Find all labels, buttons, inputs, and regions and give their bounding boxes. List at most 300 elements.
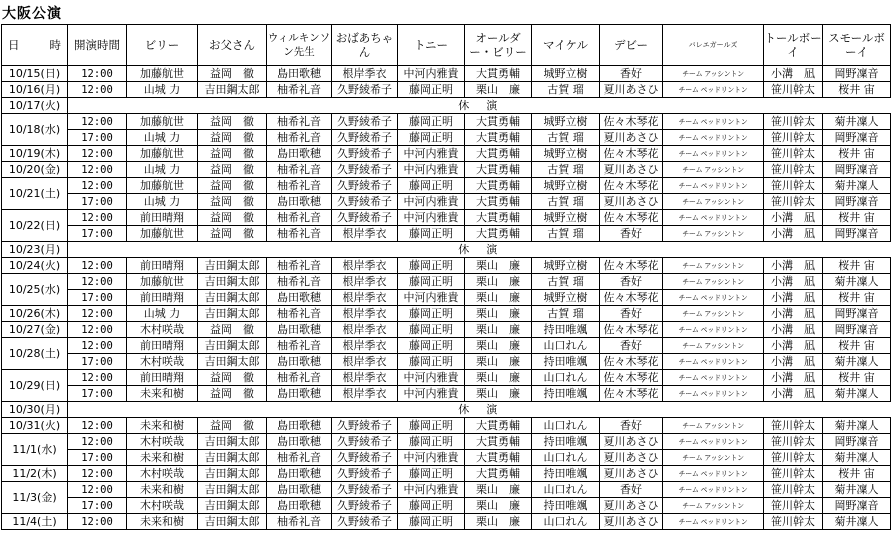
cast-cell: 笹川幹太	[764, 114, 823, 130]
cast-cell: 佐々木琴花	[600, 386, 663, 402]
cast-cell: 笹川幹太	[764, 194, 823, 210]
cast-cell: 根岸季衣	[332, 258, 398, 274]
cast-cell: 栗山 廉	[465, 370, 532, 386]
header-date	[2, 25, 68, 66]
cast-cell: 久野綾希子	[332, 178, 398, 194]
cast-cell: 加藤航世	[127, 178, 198, 194]
cast-cell: 益岡 徹	[198, 66, 267, 82]
cast-cell: 益岡 徹	[198, 322, 267, 338]
cast-cell: 栗山 廉	[465, 82, 532, 98]
cast-cell: 古賀 瑠	[532, 162, 600, 178]
curtain-time-cell: 12:00	[68, 178, 127, 194]
cast-cell: チーム ペッドリントン	[663, 210, 764, 226]
cast-cell: チーム ペッドリントン	[663, 514, 764, 530]
cast-cell: 岡野凜音	[823, 66, 891, 82]
cast-cell: 城野立樹	[532, 178, 600, 194]
page-title: 大阪公演	[2, 6, 62, 22]
cast-cell: 根岸季衣	[332, 370, 398, 386]
cast-cell: 笹川幹太	[764, 146, 823, 162]
header-row	[2, 25, 891, 66]
cast-cell: 木村咲哉	[127, 498, 198, 514]
cast-cell: 菊井凜人	[823, 114, 891, 130]
performance-row	[2, 194, 891, 210]
cast-cell: 山口れん	[532, 370, 600, 386]
cast-cell: 小溝 凪	[764, 306, 823, 322]
curtain-time-cell: 12:00	[68, 370, 127, 386]
cast-cell: 小溝 凪	[764, 226, 823, 242]
cast-cell: 大貫勇輔	[465, 210, 532, 226]
cast-cell: 小溝 凪	[764, 338, 823, 354]
cast-cell: 岡野凜音	[823, 194, 891, 210]
cast-cell: チーム ペッドリントン	[663, 178, 764, 194]
cast-cell: 未来和樹	[127, 386, 198, 402]
cast-cell: 菊井凜人	[823, 482, 891, 498]
cast-cell: 久野綾希子	[332, 130, 398, 146]
cast-cell: 吉田鋼太郎	[198, 306, 267, 322]
cast-cell: 大貫勇輔	[465, 130, 532, 146]
date-cell: 11/4(土)	[2, 514, 68, 530]
header-role: トールボーイ	[764, 25, 823, 66]
cast-cell: 益岡 徹	[198, 114, 267, 130]
header-role: お父さん	[198, 25, 267, 66]
cast-cell: チーム アッシントン	[663, 450, 764, 466]
cast-cell: 山口れん	[532, 418, 600, 434]
cast-cell: 古賀 瑠	[532, 226, 600, 242]
cast-cell: 藤岡正明	[398, 130, 465, 146]
cast-cell: 中河内雅貴	[398, 146, 465, 162]
curtain-time-cell: 12:00	[68, 274, 127, 290]
cast-cell: 桜井 宙	[823, 290, 891, 306]
cast-cell: チーム ペッドリントン	[663, 146, 764, 162]
cast-cell: 岡野凜音	[823, 162, 891, 178]
cast-cell: 中河内雅貴	[398, 210, 465, 226]
cast-cell: 加藤航世	[127, 114, 198, 130]
cast-cell: 未来和樹	[127, 418, 198, 434]
cast-cell: 中河内雅貴	[398, 370, 465, 386]
cast-cell: 吉田鋼太郎	[198, 498, 267, 514]
cast-cell: 香好	[600, 482, 663, 498]
curtain-time-cell: 17:00	[68, 226, 127, 242]
cast-cell: 久野綾希子	[332, 434, 398, 450]
cast-cell: 柚希礼音	[267, 258, 332, 274]
cast-cell: 夏川あさひ	[600, 450, 663, 466]
cast-cell: 中河内雅貴	[398, 450, 465, 466]
cast-cell: 加藤航世	[127, 226, 198, 242]
date-cell: 10/24(火)	[2, 258, 68, 274]
cast-cell: 前田晴翔	[127, 258, 198, 274]
header-role: スモールボーイ	[823, 25, 891, 66]
header-role: トニー	[398, 25, 465, 66]
cast-cell: 香好	[600, 338, 663, 354]
cast-cell: 柚希礼音	[267, 274, 332, 290]
cast-cell: 佐々木琴花	[600, 178, 663, 194]
cast-cell: 前田晴翔	[127, 290, 198, 306]
cast-cell: 吉田鋼太郎	[198, 434, 267, 450]
cast-cell: 久野綾希子	[332, 498, 398, 514]
cast-cell: チーム ペッドリントン	[663, 386, 764, 402]
cast-cell: 古賀 瑠	[532, 130, 600, 146]
curtain-time-cell: 12:00	[68, 210, 127, 226]
cast-cell: 島田歌穂	[267, 386, 332, 402]
cast-cell: 岡野凜音	[823, 130, 891, 146]
schedule-body	[2, 25, 891, 530]
cast-cell: 小溝 凪	[764, 66, 823, 82]
performance-row	[2, 514, 891, 530]
cast-cell: 益岡 徹	[198, 226, 267, 242]
cast-cell: 島田歌穂	[267, 418, 332, 434]
cast-cell: 木村咲哉	[127, 354, 198, 370]
header-time-label: 時	[49, 38, 61, 52]
cast-cell: 持田唯颯	[532, 322, 600, 338]
curtain-time-cell: 12:00	[68, 114, 127, 130]
cast-cell: 吉田鋼太郎	[198, 258, 267, 274]
cast-cell: 佐々木琴花	[600, 370, 663, 386]
performance-row	[2, 114, 891, 130]
cast-cell: 佐々木琴花	[600, 114, 663, 130]
cast-cell: 吉田鋼太郎	[198, 466, 267, 482]
cast-cell: 吉田鋼太郎	[198, 450, 267, 466]
cast-cell: 柚希礼音	[267, 338, 332, 354]
cast-cell: 根岸季衣	[332, 354, 398, 370]
cast-cell: 山口れん	[532, 482, 600, 498]
cast-cell: 根岸季衣	[332, 66, 398, 82]
cast-cell: 久野綾希子	[332, 82, 398, 98]
curtain-time-cell: 12:00	[68, 162, 127, 178]
cast-cell: 根岸季衣	[332, 226, 398, 242]
cast-cell: 夏川あさひ	[600, 498, 663, 514]
date-cell: 10/15(日)	[2, 66, 68, 82]
holiday-row	[2, 98, 891, 114]
performance-row	[2, 290, 891, 306]
cast-cell: 藤岡正明	[398, 322, 465, 338]
curtain-time-cell: 12:00	[68, 338, 127, 354]
cast-cell: 前田晴翔	[127, 210, 198, 226]
cast-cell: 小溝 凪	[764, 274, 823, 290]
cast-cell: 笹川幹太	[764, 482, 823, 498]
header-role: おばあちゃん	[332, 25, 398, 66]
holiday-label: 休 演	[68, 98, 891, 114]
cast-cell: 大貫勇輔	[465, 466, 532, 482]
performance-row	[2, 450, 891, 466]
cast-cell: 大貫勇輔	[465, 146, 532, 162]
cast-cell: チーム ペッドリントン	[663, 482, 764, 498]
cast-cell: 久野綾希子	[332, 450, 398, 466]
cast-cell: 城野立樹	[532, 114, 600, 130]
cast-cell: 城野立樹	[532, 146, 600, 162]
performance-row	[2, 226, 891, 242]
schedule-table	[1, 24, 891, 530]
cast-cell: 栗山 廉	[465, 482, 532, 498]
date-cell: 10/17(火)	[2, 98, 68, 114]
date-cell: 10/29(日)	[2, 370, 68, 402]
cast-cell: 栗山 廉	[465, 498, 532, 514]
date-cell: 10/23(月)	[2, 242, 68, 258]
cast-cell: 菊井凜人	[823, 354, 891, 370]
cast-cell: 佐々木琴花	[600, 258, 663, 274]
cast-cell: 藤岡正明	[398, 514, 465, 530]
cast-cell: 夏川あさひ	[600, 194, 663, 210]
cast-cell: 益岡 徹	[198, 370, 267, 386]
curtain-time-cell: 17:00	[68, 386, 127, 402]
performance-row	[2, 386, 891, 402]
date-cell: 11/1(水)	[2, 434, 68, 466]
cast-cell: 城野立樹	[532, 66, 600, 82]
cast-cell: 笹川幹太	[764, 418, 823, 434]
cast-cell: 山城 力	[127, 82, 198, 98]
cast-cell: 中河内雅貴	[398, 162, 465, 178]
cast-cell: 未来和樹	[127, 450, 198, 466]
cast-cell: 益岡 徹	[198, 194, 267, 210]
cast-cell: 夏川あさひ	[600, 130, 663, 146]
cast-cell: 菊井凜人	[823, 450, 891, 466]
cast-cell: 笹川幹太	[764, 498, 823, 514]
curtain-time-cell: 12:00	[68, 82, 127, 98]
cast-cell: 久野綾希子	[332, 482, 398, 498]
cast-cell: 岡野凜音	[823, 226, 891, 242]
cast-cell: 島田歌穂	[267, 290, 332, 306]
cast-cell: 笹川幹太	[764, 178, 823, 194]
cast-cell: 吉田鋼太郎	[198, 274, 267, 290]
cast-cell: 藤岡正明	[398, 418, 465, 434]
cast-cell: 大貫勇輔	[465, 418, 532, 434]
cast-cell: 島田歌穂	[267, 354, 332, 370]
cast-cell: 島田歌穂	[267, 482, 332, 498]
cast-cell: チーム アッシントン	[663, 66, 764, 82]
cast-cell: 藤岡正明	[398, 434, 465, 450]
header-role: デビー	[600, 25, 663, 66]
cast-cell: 根岸季衣	[332, 306, 398, 322]
cast-cell: 大貫勇輔	[465, 450, 532, 466]
cast-cell: 岡野凜音	[823, 434, 891, 450]
cast-cell: 笹川幹太	[764, 162, 823, 178]
cast-cell: 柚希礼音	[267, 370, 332, 386]
curtain-time-cell: 12:00	[68, 418, 127, 434]
cast-cell: 笹川幹太	[764, 130, 823, 146]
cast-cell: チーム アッシントン	[663, 226, 764, 242]
cast-cell: 持田唯颯	[532, 434, 600, 450]
cast-cell: 夏川あさひ	[600, 466, 663, 482]
cast-cell: 久野綾希子	[332, 162, 398, 178]
cast-cell: 大貫勇輔	[465, 226, 532, 242]
cast-cell: 菊井凜人	[823, 418, 891, 434]
cast-cell: 香好	[600, 306, 663, 322]
header-role: マイケル	[532, 25, 600, 66]
performance-row	[2, 178, 891, 194]
cast-cell: 栗山 廉	[465, 274, 532, 290]
cast-cell: 桜井 宙	[823, 338, 891, 354]
cast-cell: 山城 力	[127, 162, 198, 178]
cast-cell: 柚希礼音	[267, 114, 332, 130]
cast-cell: 小溝 凪	[764, 290, 823, 306]
cast-cell: 根岸季衣	[332, 386, 398, 402]
cast-cell: 柚希礼音	[267, 210, 332, 226]
cast-cell: 大貫勇輔	[465, 178, 532, 194]
performance-row	[2, 82, 891, 98]
performance-row	[2, 466, 891, 482]
curtain-time-cell: 12:00	[68, 258, 127, 274]
cast-cell: 根岸季衣	[332, 274, 398, 290]
cast-cell: 木村咲哉	[127, 322, 198, 338]
date-cell: 10/25(水)	[2, 274, 68, 306]
cast-cell: 栗山 廉	[465, 306, 532, 322]
cast-cell: 小溝 凪	[764, 354, 823, 370]
cast-cell: 吉田鋼太郎	[198, 514, 267, 530]
cast-cell: 藤岡正明	[398, 178, 465, 194]
header-role: バレエガールズ	[663, 25, 764, 66]
cast-cell: 菊井凜人	[823, 386, 891, 402]
cast-cell: 益岡 徹	[198, 130, 267, 146]
date-cell: 10/30(月)	[2, 402, 68, 418]
cast-cell: 栗山 廉	[465, 354, 532, 370]
curtain-time-cell: 17:00	[68, 354, 127, 370]
cast-cell: 藤岡正明	[398, 82, 465, 98]
cast-cell: 小溝 凪	[764, 258, 823, 274]
cast-cell: 吉田鋼太郎	[198, 338, 267, 354]
performance-row	[2, 130, 891, 146]
curtain-time-cell: 17:00	[68, 498, 127, 514]
cast-cell: 佐々木琴花	[600, 322, 663, 338]
cast-cell: 大貫勇輔	[465, 162, 532, 178]
header-role: ビリー	[127, 25, 198, 66]
cast-cell: 久野綾希子	[332, 194, 398, 210]
cast-cell: 中河内雅貴	[398, 386, 465, 402]
cast-cell: 藤岡正明	[398, 306, 465, 322]
performance-row	[2, 482, 891, 498]
cast-cell: 栗山 廉	[465, 514, 532, 530]
performance-row	[2, 338, 891, 354]
cast-cell: 岡野凜音	[823, 498, 891, 514]
date-cell: 10/28(土)	[2, 338, 68, 370]
cast-cell: チーム アッシントン	[663, 194, 764, 210]
performance-row	[2, 434, 891, 450]
curtain-time-cell: 17:00	[68, 290, 127, 306]
performance-row	[2, 370, 891, 386]
cast-cell: 桜井 宙	[823, 258, 891, 274]
cast-cell: 夏川あさひ	[600, 514, 663, 530]
cast-cell: 久野綾希子	[332, 146, 398, 162]
cast-cell: チーム ペッドリントン	[663, 290, 764, 306]
cast-cell: 久野綾希子	[332, 514, 398, 530]
cast-cell: 藤岡正明	[398, 466, 465, 482]
date-cell: 11/2(木)	[2, 466, 68, 482]
holiday-label: 休 演	[68, 402, 891, 418]
date-cell: 10/27(金)	[2, 322, 68, 338]
curtain-time-cell: 12:00	[68, 482, 127, 498]
performance-row	[2, 498, 891, 514]
cast-cell: 前田晴翔	[127, 370, 198, 386]
cast-cell: 菊井凜人	[823, 178, 891, 194]
cast-cell: 夏川あさひ	[600, 82, 663, 98]
cast-cell: 中河内雅貴	[398, 482, 465, 498]
cast-cell: チーム アッシントン	[663, 338, 764, 354]
curtain-time-cell: 17:00	[68, 194, 127, 210]
cast-cell: 吉田鋼太郎	[198, 482, 267, 498]
cast-cell: チーム アッシントン	[663, 418, 764, 434]
cast-cell: チーム ペッドリントン	[663, 354, 764, 370]
cast-cell: 島田歌穂	[267, 466, 332, 482]
cast-cell: 栗山 廉	[465, 258, 532, 274]
cast-cell: 栗山 廉	[465, 386, 532, 402]
performance-row	[2, 162, 891, 178]
cast-cell: 島田歌穂	[267, 434, 332, 450]
cast-cell: 山城 力	[127, 130, 198, 146]
cast-cell: 益岡 徹	[198, 386, 267, 402]
cast-cell: 吉田鋼太郎	[198, 82, 267, 98]
cast-cell: 中河内雅貴	[398, 66, 465, 82]
cast-cell: 夏川あさひ	[600, 434, 663, 450]
cast-cell: 小溝 凪	[764, 386, 823, 402]
cast-cell: 中河内雅貴	[398, 290, 465, 306]
cast-cell: チーム ペッドリントン	[663, 370, 764, 386]
cast-cell: 大貫勇輔	[465, 194, 532, 210]
cast-cell: 藤岡正明	[398, 274, 465, 290]
cast-cell: 根岸季衣	[332, 322, 398, 338]
date-cell: 10/18(水)	[2, 114, 68, 146]
curtain-time-cell: 17:00	[68, 130, 127, 146]
cast-cell: 柚希礼音	[267, 226, 332, 242]
cast-cell: チーム アッシントン	[663, 306, 764, 322]
cast-cell: 島田歌穂	[267, 146, 332, 162]
cast-cell: 夏川あさひ	[600, 162, 663, 178]
cast-cell: チーム ペッドリントン	[663, 466, 764, 482]
cast-cell: 益岡 徹	[198, 146, 267, 162]
cast-cell: 古賀 瑠	[532, 274, 600, 290]
curtain-time-cell: 12:00	[68, 514, 127, 530]
cast-cell: 笹川幹太	[764, 450, 823, 466]
cast-cell: 城野立樹	[532, 290, 600, 306]
cast-cell: 根岸季衣	[332, 290, 398, 306]
cast-cell: 山口れん	[532, 514, 600, 530]
cast-cell: 香好	[600, 418, 663, 434]
holiday-row	[2, 402, 891, 418]
cast-cell: 山城 力	[127, 306, 198, 322]
cast-cell: 香好	[600, 274, 663, 290]
performance-row	[2, 418, 891, 434]
cast-cell: 柚希礼音	[267, 162, 332, 178]
cast-cell: 桜井 宙	[823, 146, 891, 162]
cast-cell: 桜井 宙	[823, 82, 891, 98]
cast-cell: 藤岡正明	[398, 258, 465, 274]
performance-row	[2, 258, 891, 274]
cast-cell: 柚希礼音	[267, 178, 332, 194]
cast-cell: 加藤航世	[127, 146, 198, 162]
cast-cell: 岡野凜音	[823, 322, 891, 338]
cast-cell: 未来和樹	[127, 514, 198, 530]
curtain-time-cell: 12:00	[68, 322, 127, 338]
cast-cell: 菊井凜人	[823, 514, 891, 530]
cast-cell: 山口れん	[532, 338, 600, 354]
performance-row	[2, 66, 891, 82]
cast-cell: 柚希礼音	[267, 514, 332, 530]
cast-cell: 藤岡正明	[398, 498, 465, 514]
date-cell: 10/31(火)	[2, 418, 68, 434]
cast-cell: 中河内雅貴	[398, 194, 465, 210]
header-date-label: 日	[8, 38, 20, 52]
cast-cell: チーム アッシントン	[663, 498, 764, 514]
cast-cell: 木村咲哉	[127, 466, 198, 482]
cast-cell: チーム ペッドリントン	[663, 322, 764, 338]
cast-cell: 城野立樹	[532, 210, 600, 226]
date-cell: 10/19(木)	[2, 146, 68, 162]
cast-cell: 桜井 宙	[823, 370, 891, 386]
cast-cell: 益岡 徹	[198, 418, 267, 434]
cast-cell: 佐々木琴花	[600, 354, 663, 370]
cast-cell: 笹川幹太	[764, 514, 823, 530]
cast-cell: 柚希礼音	[267, 306, 332, 322]
cast-cell: 益岡 徹	[198, 210, 267, 226]
cast-cell: チーム アッシントン	[663, 162, 764, 178]
cast-cell: 笹川幹太	[764, 82, 823, 98]
